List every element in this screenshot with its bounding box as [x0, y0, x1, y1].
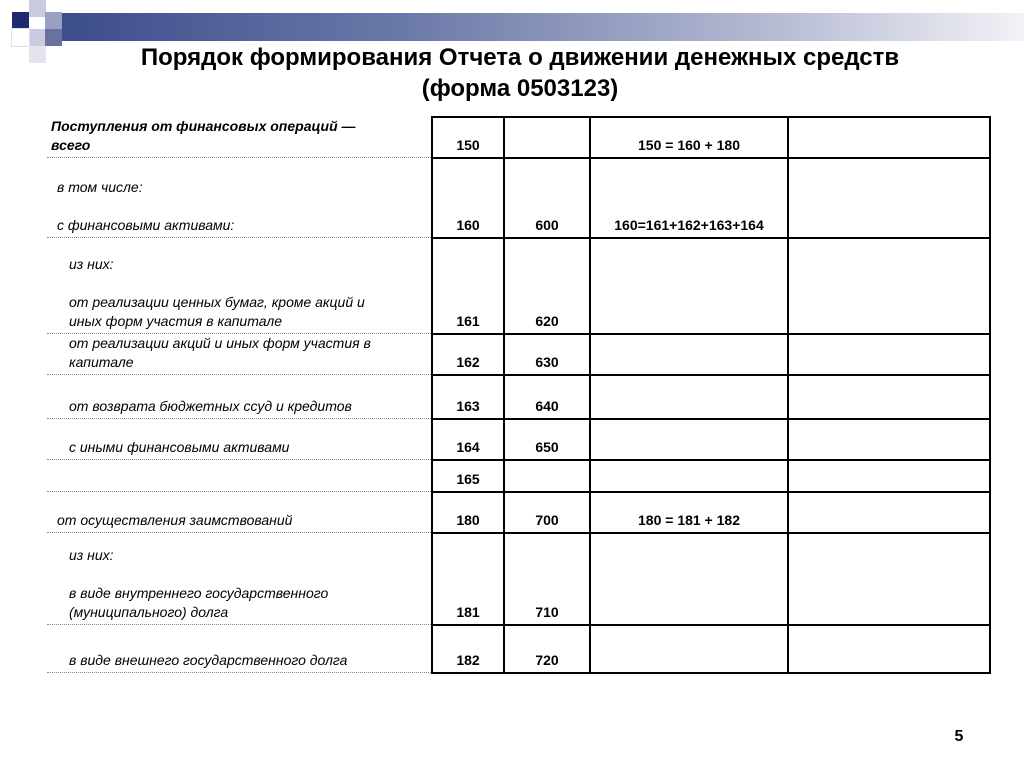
row-kosgu-code: 600 — [504, 158, 590, 238]
row-label-line: из них: — [69, 547, 114, 563]
row-kosgu-code: 720 — [504, 625, 590, 673]
row-label-line — [69, 470, 431, 489]
row-label-line: капитале — [69, 354, 134, 370]
row-code: 180 — [432, 492, 504, 533]
row-label-line: с иными финансовыми активами — [69, 439, 290, 455]
row-formula — [590, 238, 788, 334]
row-label — [47, 625, 432, 673]
row-label — [47, 158, 432, 238]
row-label-line: в виде внешнего государственного долга — [69, 652, 348, 668]
row-extra — [788, 117, 990, 158]
row-code: 162 — [432, 334, 504, 375]
row-label-line — [69, 378, 431, 397]
table-row — [47, 492, 990, 533]
row-label-line: в виде внутреннего государственного — [69, 585, 329, 601]
table-row — [47, 419, 990, 460]
row-formula — [590, 375, 788, 419]
row-label-line: с финансовыми активами: — [57, 217, 235, 233]
table-row — [47, 334, 990, 375]
row-label-line — [57, 197, 431, 216]
table-row — [47, 533, 990, 625]
row-label — [47, 117, 432, 158]
row-kosgu-code — [504, 460, 590, 492]
row-kosgu-code: 630 — [504, 334, 590, 375]
row-kosgu-code: 710 — [504, 533, 590, 625]
row-code: 164 — [432, 419, 504, 460]
row-code: 161 — [432, 238, 504, 334]
row-extra — [788, 419, 990, 460]
row-label-line — [69, 274, 431, 293]
row-label — [47, 238, 432, 334]
row-label-line: от реализации ценных бумаг, кроме акций и — [69, 294, 365, 310]
row-extra — [788, 375, 990, 419]
row-formula — [590, 334, 788, 375]
row-formula — [590, 419, 788, 460]
row-extra — [788, 334, 990, 375]
row-label — [47, 492, 432, 533]
row-label-line: (муниципального) долга — [69, 604, 229, 620]
row-kosgu-code: 700 — [504, 492, 590, 533]
row-label-line — [69, 419, 431, 438]
row-label-line: от реализации акций и иных форм участия в — [69, 335, 371, 351]
row-formula — [590, 625, 788, 673]
row-label-line: от возврата бюджетных ссуд и кредитов — [69, 398, 352, 414]
row-extra — [788, 238, 990, 334]
row-label-line: в том числе: — [57, 179, 143, 195]
table-row — [47, 238, 990, 334]
row-formula — [590, 533, 788, 625]
row-extra — [788, 460, 990, 492]
row-formula: 180 = 181 + 182 — [590, 492, 788, 533]
table-row — [47, 375, 990, 419]
row-kosgu-code: 650 — [504, 419, 590, 460]
row-extra — [788, 533, 990, 625]
report-table — [47, 116, 991, 674]
row-formula — [590, 460, 788, 492]
row-code: 165 — [432, 460, 504, 492]
row-code: 160 — [432, 158, 504, 238]
row-code: 182 — [432, 625, 504, 673]
row-extra — [788, 158, 990, 238]
row-formula: 150 = 160 + 180 — [590, 117, 788, 158]
row-formula: 160=161+162+163+164 — [590, 158, 788, 238]
row-kosgu-code: 640 — [504, 375, 590, 419]
row-label — [47, 334, 432, 375]
row-label-line: всего — [51, 137, 91, 153]
table-row — [47, 460, 990, 492]
row-kosgu-code: 620 — [504, 238, 590, 334]
row-label — [47, 419, 432, 460]
row-extra — [788, 492, 990, 533]
row-label-line — [69, 565, 431, 584]
header-bar — [62, 13, 1024, 41]
row-label — [47, 375, 432, 419]
row-label — [47, 460, 432, 492]
row-label-line: из них: — [69, 256, 114, 272]
row-label — [47, 533, 432, 625]
row-extra — [788, 625, 990, 673]
row-code: 150 — [432, 117, 504, 158]
page-number: 5 — [954, 728, 964, 745]
row-code: 181 — [432, 533, 504, 625]
table-row — [47, 117, 990, 158]
title-line-2: (форма 0503123) — [421, 75, 619, 102]
row-label-line — [57, 492, 431, 511]
page-title — [80, 42, 960, 104]
table-row — [47, 158, 990, 238]
row-label-line: иных форм участия в капитале — [69, 313, 283, 329]
table-row — [47, 625, 990, 673]
row-label-line: от осуществления заимствований — [57, 512, 293, 528]
row-kosgu-code — [504, 117, 590, 158]
row-code: 163 — [432, 375, 504, 419]
row-label-line: Поступления от финансовых операций — — [51, 118, 356, 134]
row-label-line — [69, 632, 431, 651]
title-line-1: Порядок формирования Отчета о движении денежных средств — [140, 44, 900, 71]
